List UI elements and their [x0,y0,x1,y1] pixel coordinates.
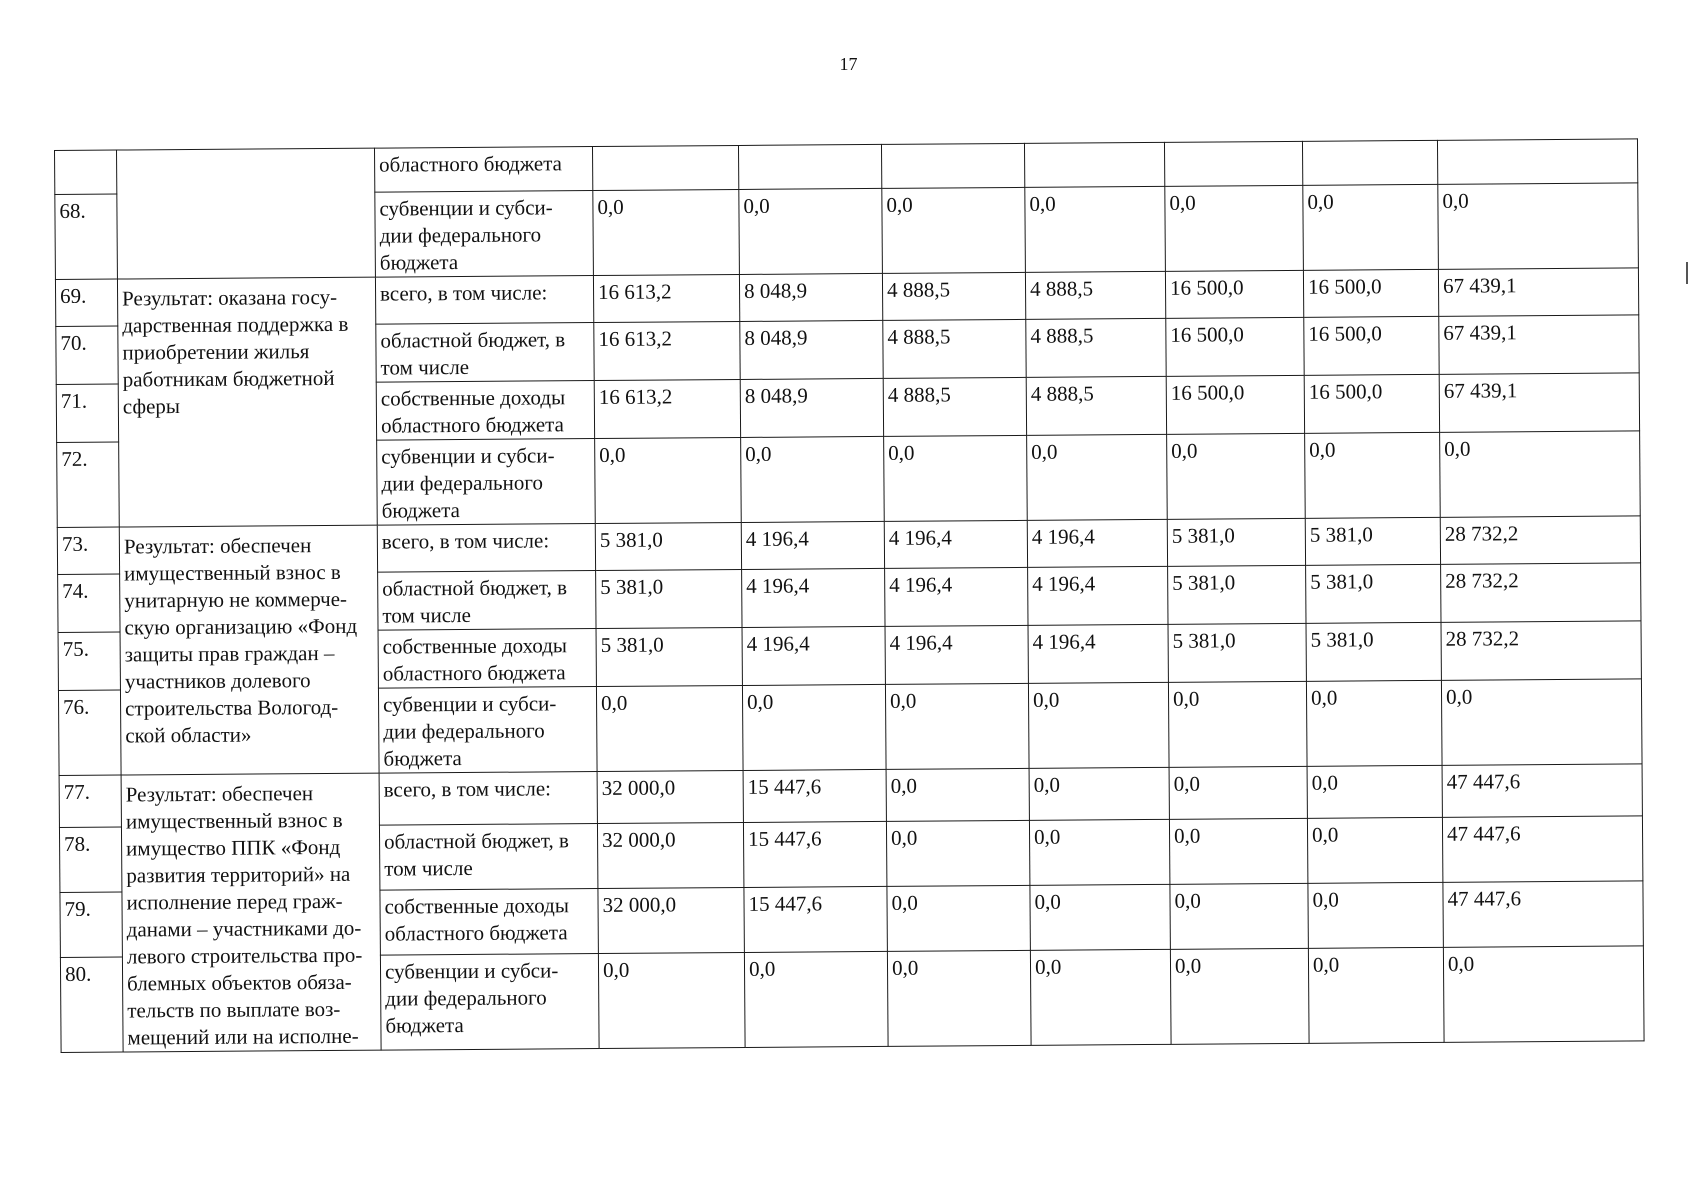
value-cell: 0,0 [1443,946,1644,1042]
value-cell: 16 613,2 [594,321,740,380]
funding-source-cell: областного бюджета [374,147,592,193]
value-cell: 0,0 [741,436,885,522]
value-cell: 67 439,1 [1438,268,1638,316]
row-number-cell: 77. [59,775,121,828]
value-cell: 5 381,0 [596,627,742,686]
value-cell: 5 381,0 [1168,565,1306,624]
value-cell: 0,0 [1169,766,1307,819]
value-cell: 15 447,6 [743,769,886,823]
value-cell: 0,0 [1029,767,1169,821]
value-cell: 16 500,0 [1165,270,1303,318]
scan-edge-mark [1686,262,1688,284]
value-cell: 0,0 [886,768,1029,822]
value-cell: 0,0 [884,435,1028,521]
value-cell: 0,0 [1307,818,1442,884]
row-number-cell: 78. [59,828,121,893]
value-cell: 4 888,5 [1025,271,1165,319]
row-number-cell: 75. [58,632,120,690]
value-cell: 32 000,0 [598,888,744,954]
value-cell: 4 196,4 [1028,566,1168,625]
value-cell: 0,0 [1025,186,1166,272]
value-cell: 15 447,6 [744,887,887,953]
value-cell: 0,0 [1308,947,1444,1043]
value-cell: 5 381,0 [595,522,741,570]
value-cell: 0,0 [1030,949,1171,1045]
value-cell: 0,0 [1307,765,1442,818]
value-cell: 0,0 [1306,680,1442,766]
value-cell: 8 048,9 [740,378,883,437]
funding-source-cell: всего, в том числе: [375,276,593,325]
row-number-cell: 76. [58,690,121,775]
value-cell: 0,0 [595,437,742,523]
value-cell [1302,140,1437,185]
value-cell: 0,0 [1170,948,1309,1044]
value-cell: 0,0 [887,950,1031,1046]
value-cell: 0,0 [744,951,888,1047]
row-number-cell: 74. [58,574,120,632]
value-cell: 0,0 [1029,820,1169,886]
value-cell: 28 732,2 [1441,563,1641,622]
value-cell: 67 439,1 [1439,373,1639,432]
funding-source-cell: областной бюджет, в том числе [379,824,597,890]
value-cell: 0,0 [593,189,740,275]
value-cell: 4 196,4 [885,567,1028,626]
value-cell: 16 500,0 [1303,269,1438,317]
value-cell: 4 196,4 [1027,519,1167,567]
value-cell: 4 888,5 [1026,376,1166,435]
funding-source-cell: субвенции и субси- дии федерального бюджета [375,191,594,278]
result-description-cell: Результат: обеспечен имущественный взнос в имущество ППК «Фонд развития территорий» на исполнение перед граж- данами – участниками до- левого строительства про- блемных объектов обяза- тельств по выплате воз- мещений или на исполне- [121,773,381,1052]
value-cell: 0,0 [1165,185,1304,271]
row-number-cell [55,150,117,194]
value-cell: 0,0 [886,821,1029,887]
value-cell: 0,0 [1169,819,1307,885]
value-cell: 0,0 [1030,885,1170,951]
result-description-cell: Результат: обеспечен имущественный взнос в унитарную не коммерче- скую организацию «Фонд защиты прав граждан – участников долевого строительства Вологод- ской области» [119,525,379,775]
value-cell: 4 196,4 [742,568,885,627]
value-cell: 8 048,9 [740,320,883,379]
funding-source-cell: собственные доходы областного бюджета [378,629,596,689]
funding-source-cell: всего, в том числе: [379,772,597,826]
value-cell: 28 732,2 [1441,621,1641,680]
value-cell: 0,0 [885,683,1029,769]
page-number: 17 [839,54,858,74]
value-cell: 16 613,2 [594,379,740,438]
row-number-cell: 69. [55,279,117,326]
value-cell [738,144,881,189]
result-description-cell [117,148,376,279]
value-cell [1024,142,1164,187]
value-cell: 28 732,2 [1440,516,1640,564]
value-cell: 8 048,9 [739,273,882,321]
value-cell: 0,0 [596,685,743,771]
value-cell [1164,141,1302,186]
value-cell: 0,0 [1303,184,1439,270]
value-cell: 4 888,5 [882,272,1025,320]
funding-source-cell: субвенции и субси- дии федерального бюджета [378,687,597,774]
value-cell: 5 381,0 [1306,622,1441,681]
value-cell: 5 381,0 [1306,564,1441,623]
value-cell: 47 447,6 [1442,816,1642,882]
funding-source-cell: собственные доходы областного бюджета [376,381,594,441]
value-cell: 0,0 [598,953,745,1049]
value-cell: 16 500,0 [1304,316,1439,375]
value-cell: 32 000,0 [597,770,743,824]
value-cell: 0,0 [887,886,1030,952]
value-cell: 5 381,0 [1305,517,1440,565]
value-cell: 0,0 [1027,434,1168,520]
value-cell: 16 500,0 [1166,375,1304,434]
value-cell: 15 447,6 [743,822,886,888]
value-cell: 16 613,2 [593,274,739,322]
value-cell: 0,0 [1170,884,1308,950]
value-cell: 5 381,0 [1168,623,1306,682]
value-cell: 0,0 [1305,432,1441,518]
value-cell: 0,0 [882,187,1026,273]
funding-source-cell: областной бюджет, в том числе [376,323,594,383]
value-cell [1437,139,1637,184]
value-cell: 0,0 [1167,433,1306,519]
funding-source-cell: субвенции и субси- дии федерального бюджета [380,954,599,1051]
value-cell: 0,0 [1028,682,1169,768]
value-cell: 47 447,6 [1442,764,1642,818]
value-cell: 4 196,4 [885,625,1028,684]
value-cell: 4 196,4 [741,521,884,569]
value-cell: 0,0 [1168,681,1307,767]
row-number-cell: 68. [55,194,118,279]
funding-source-cell: субвенции и субси- дии федерального бюджета [377,439,596,526]
budget-table [54,138,1645,1053]
value-cell: 67 439,1 [1439,315,1639,374]
funding-source-cell: областной бюджет, в том числе [378,571,596,631]
value-cell: 5 381,0 [596,569,742,628]
value-cell: 16 500,0 [1304,374,1439,433]
funding-source-cell: всего, в том числе: [377,524,595,573]
value-cell: 4 888,5 [883,319,1026,378]
value-cell [881,143,1024,188]
value-cell: 16 500,0 [1166,317,1304,376]
result-description-cell: Результат: оказана госу- дарственная поддержка в приобретении жилья работникам бюджетной сферы [117,277,377,527]
row-number-cell: 70. [56,326,118,384]
row-number-cell: 71. [56,384,118,442]
value-cell: 32 000,0 [597,823,743,889]
value-cell: 0,0 [742,684,886,770]
value-cell: 5 381,0 [1167,518,1305,566]
value-cell: 0,0 [1441,679,1642,765]
value-cell: 0,0 [1440,431,1641,517]
value-cell: 4 196,4 [742,626,885,685]
row-number-cell: 72. [57,442,120,527]
row-number-cell: 73. [57,527,119,574]
value-cell: 4 888,5 [1026,318,1166,377]
row-number-cell: 79. [60,892,122,957]
value-cell [592,145,738,190]
value-cell: 0,0 [1308,883,1443,949]
value-cell: 4 888,5 [883,377,1026,436]
value-cell: 4 196,4 [1028,624,1168,683]
value-cell: 0,0 [739,188,883,274]
row-number-cell: 80. [60,957,123,1052]
value-cell: 47 447,6 [1443,881,1643,947]
value-cell: 4 196,4 [884,520,1027,568]
funding-source-cell: собственные доходы областного бюджета [380,889,598,955]
value-cell: 0,0 [1438,183,1639,269]
